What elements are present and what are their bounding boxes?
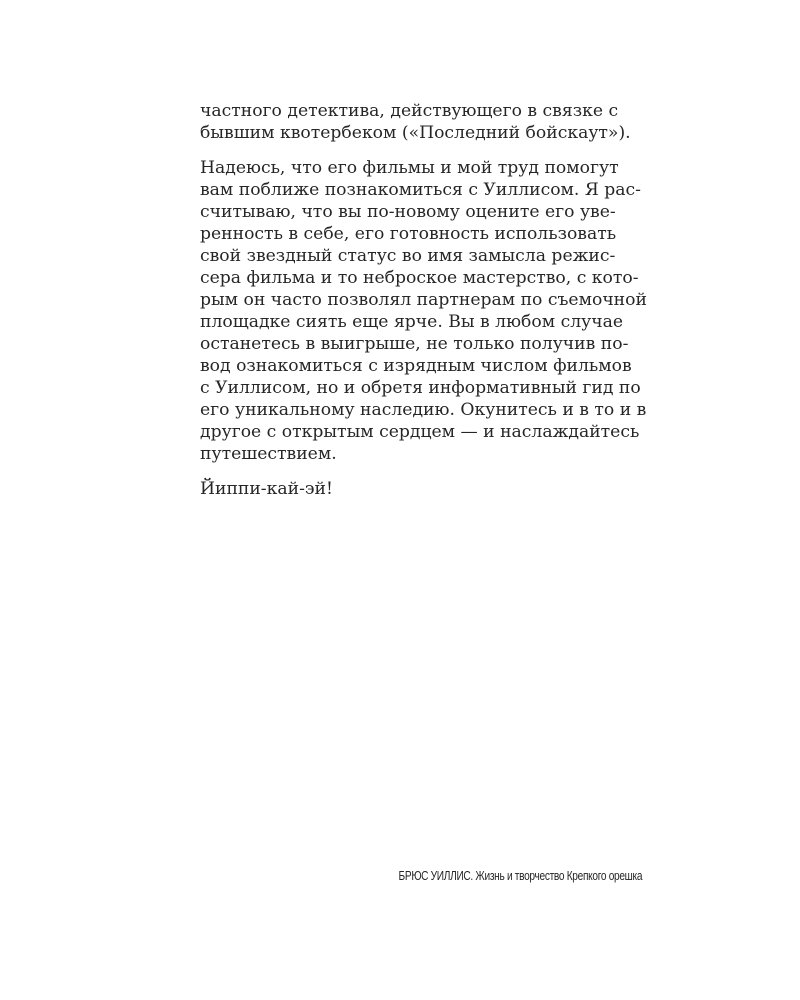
text-line: вод ознакомиться с изрядным числом фильмов — [200, 356, 632, 376]
text-line: свой звездный статус во имя замысла режис- — [200, 246, 616, 266]
paragraph-continued — [200, 100, 631, 144]
text-line: другое с открытым сердцем — и наслаждайтесь — [200, 422, 640, 442]
running-footer: БРЮС УИЛЛИС. Жизнь и творчество Крепкого орешка — [398, 868, 643, 883]
text-line: Надеюсь, что его фильмы и мой труд помогут — [200, 158, 619, 178]
text-line: рым он часто позволял партнерам по съемочной — [200, 290, 647, 310]
body-text — [200, 100, 647, 513]
text-line: сера фильма и то неброское мастерство, с кото- — [200, 268, 639, 288]
text-line: ренность в себе, его готовность использовать — [200, 224, 617, 244]
text-line: путешествием. — [200, 444, 337, 464]
paragraph-closing — [200, 478, 606, 500]
text-line: останетесь в выигрыше, не только получив по- — [200, 334, 629, 354]
text-line: с Уиллисом, но и обретя информативный гид по — [200, 378, 641, 398]
paragraph-hope — [200, 157, 647, 465]
text-line: вам поближе познакомиться с Уиллисом. Я рас- — [200, 180, 641, 200]
text-line: площадке сиять еще ярче. Вы в любом случае — [200, 312, 624, 332]
text-line: считываю, что вы по-новому оцените его уве- — [200, 202, 616, 222]
text-line: Йиппи-кай-эй! — [200, 479, 333, 499]
text-line: его уникальному наследию. Окунитесь и в то и в — [200, 400, 647, 420]
text-line: бывшим квотербеком («Последний бойскаут»). — [200, 123, 631, 143]
text-line: частного детектива, действующего в связке с — [200, 101, 619, 121]
